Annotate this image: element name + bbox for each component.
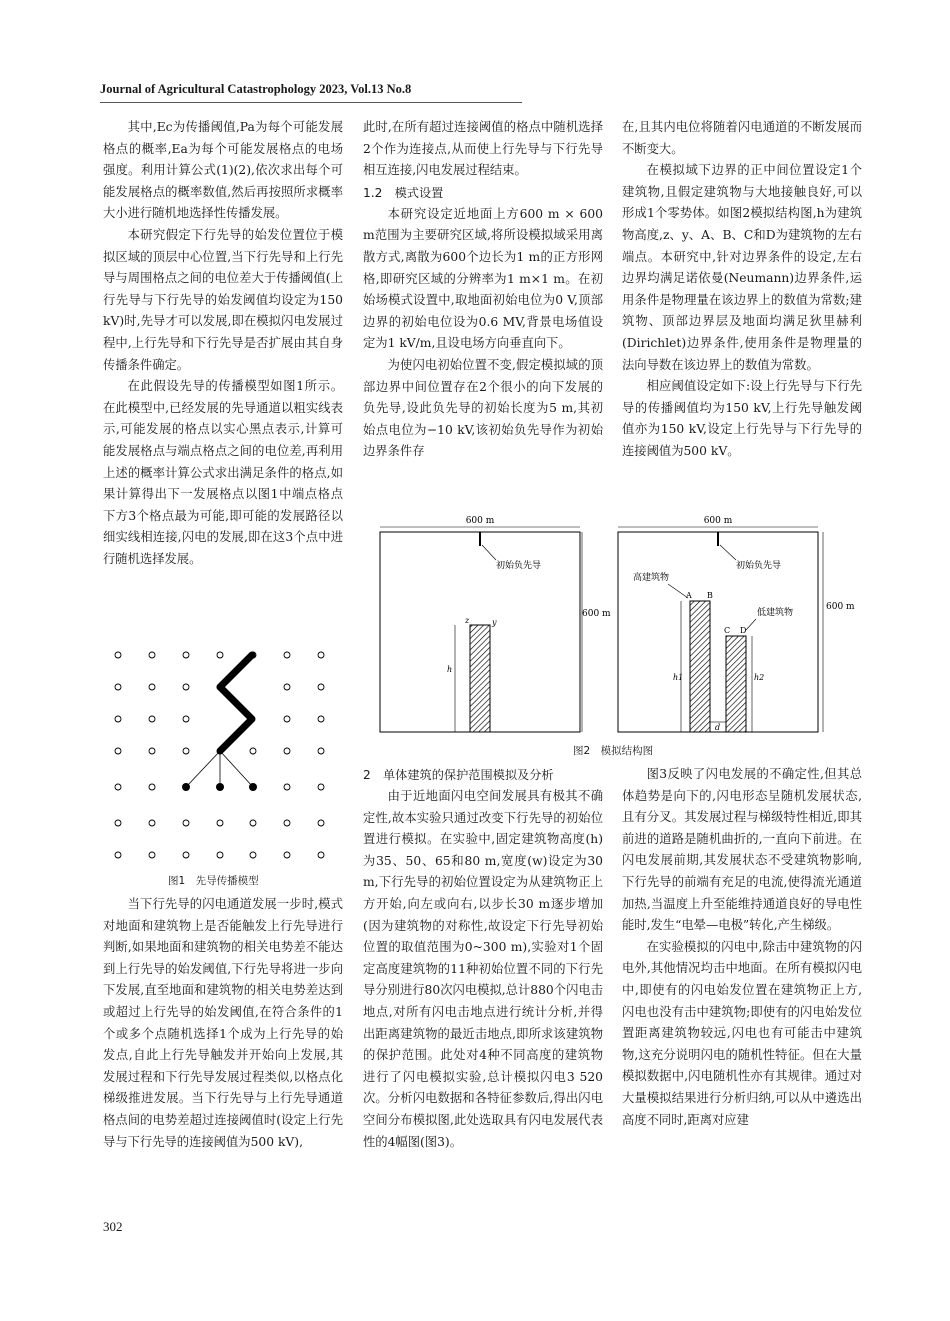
d-label: d [715,723,721,732]
lattice-point [250,820,256,826]
column-3 [622,117,862,463]
lattice-point [250,748,256,754]
fig2-right-panel [618,516,855,732]
h1-label: h1 [673,673,684,682]
c3-paragraph-4: 图3反映了闪电发展的不确定性,但其总体趋势是向下的,闪电形态呈随机发展状态,且有分叉。其发展过程与梯级特性相近,即其前进的道路是随机曲折的,一直向下前进。在闪电发展前期,其发展状态不受建筑物影响,下行先导的前端有充足的电流,使得流光通道加热,当温度上升至能维持通道良好的导电性能时,发生“电晕—电极”转化,产生梯级。 [622,767,862,933]
lattice-point [183,820,189,826]
c1-paragraph-1: 其中,Ec为传播阈值,Pa为每个可能发展格点的概率,Ea为每个可能发展格点的电场强度。利用计算公式(1)(2),依次求出每个可能发展格点的概率数值,然后再按照所求概率大小进行随机地选择性传播发展。 [103,120,343,221]
lattice-point [115,852,121,858]
point-A: A [686,591,692,600]
column-1 [103,117,343,570]
short-building-label: 低建筑物 [757,608,794,618]
c3-paragraph-5: 在实验模拟的闪电中,除击中建筑物的闪电外,其他情况均击中地面。在所有模拟闪电中,即使有的闪电始发位置在建筑物正上方,闪电也没有击中建筑物;即使有的闪电始发位置距离建筑物较远,闪电也有可能击中建筑物,这充分说明闪电的随机性特征。但在大量模拟数据中,闪电随机性亦有其规律。通过对大量模拟结果进行分析归纳,可以从中遴选出高度不同时,距离对应建 [622,939,862,1127]
c1-paragraph-3: 在此假设先导的传播模型如图1所示。在此模型中,已经发展的先导通道以粗实线表示,可能发展的格点以实心黑点表示,计算可能发展格点与端点格点之间的电位差,再利用上述的概率计算公式求出满足条件的格点,如果计算得出下一发展格点以图1中端点格点下方3个格点最为可能,即可能的发展路径以细实线相连接,闪电的发展,即在这3个点中进行随机选择发展。 [103,379,343,566]
c2-paragraph-1: 此时,在所有超过连接阈值的格点中随机选择2个作为连接点,从而使上行先导与下行先导相互连接,闪电发展过程结束。 [363,120,603,178]
leader-label: 初始负先导 [496,561,542,571]
leader-pointer [482,545,496,560]
lattice-point [115,820,121,826]
candidate-path-left [186,751,220,787]
lattice-point [318,652,324,658]
figure-1-caption: 图1 先导传播模型 [168,875,259,887]
lattice-point [183,684,189,690]
lattice-point [318,684,324,690]
leader-pointer [720,545,736,560]
column-3-lower [622,764,862,1131]
lattice-point [284,716,290,722]
lattice-point [250,852,256,858]
c2-paragraph-4: 由于近地面闪电空间发展具有极其不确定性,故本实验只通过改变下行先导的初始位置进行模拟。在实验中,固定建筑物高度(h)为35、50、65和80 m,宽度(w)设定为30 m,下行先导的初始位置设定为从建筑物正上方开始,向左或向右,以步长30 m逐步增加(因为建筑物的对称性,故设定下行先导初始位置的取值范围为0~300 m),实验对1个固定高度建筑物的11种初始位置不同的下行先导分别进行80次闪电模拟,总计880个闪电击地点,对所有闪电击地点进行统计分析,并得出距离建筑物的最近击地点,即所求该建筑物的保护范围。此处对4种不同高度的建筑物进行了闪电模拟实验,总计模拟闪电3 520次。分析闪电数据和各特征参数后,得出闪电空间分布模拟图,此处选取具有闪电发展代表性的4幅图(图3)。 [363,789,603,1149]
building [470,625,490,732]
column-2-lower [363,764,603,1153]
journal-header: Journal of Agricultural Catastrophology 2023, Vol.13 No.8 [100,82,412,96]
lattice-point [217,820,223,826]
lattice-point [183,716,189,722]
section-2-heading: 2 单体建筑的保护范围模拟及分析 [363,768,554,782]
width-label: 600 m [703,516,733,526]
h-label: h [447,665,453,674]
figure-2-caption: 图2 模拟结构图 [573,745,654,757]
lattice-point [318,748,324,754]
figure-1-leader-model [103,640,343,870]
tall-building [690,601,710,732]
lattice-point [318,852,324,858]
width-label: 600 m [465,516,495,526]
leader-label: 初始负先导 [736,561,782,571]
lattice-point [149,748,155,754]
lattice-point [115,652,121,658]
tall-building-label: 高建筑物 [633,573,670,583]
lattice-point [149,652,155,658]
lattice-point [284,852,290,858]
lattice-point [284,684,290,690]
column-2 [363,117,603,463]
lattice-point [217,852,223,858]
lattice-point [149,820,155,826]
lattice-point [284,784,290,790]
lattice-point [149,684,155,690]
c1-paragraph-2: 本研究假定下行先导的始发位置位于模拟区域的顶层中心位置,当下行先导和上行先导与周围格点之间的电位差大于传播阈值(上行先导与下行先导的始发阈值均设定为150 kV)时,先导才可以发展,即在模拟闪电发展过程中,上行先导和下行先导是否扩展由其自身传播条件确定。 [103,227,343,372]
leader-channel [182,655,257,791]
height-label: 600 m [826,602,855,612]
lattice-point [183,652,189,658]
lattice-point [115,684,121,690]
c3-paragraph-3: 相应阈值设定如下:设上行先导与下行先导的传播阈值均为150 kV,上行先导触发阈值亦为150 kV,设定上行先导与下行先导的连接阈值为500 kV。 [622,379,862,458]
candidate-point [182,783,190,791]
point-B: B [707,591,713,600]
c2-paragraph-2: 本研究设定近地面上方600 m × 600 m范围为主要研究区域,将所设模拟域采用离散方式,离散为600个边长为1 m的正方形网格,即研究区域的分辨率为1 m×1 m。在初始场模式设置中,取地面初始电位为0 V,顶部边界的初始电位设为0.6 MV,背景电场值设定为1 kV/m,且设电场方向垂直向下。 [363,206,603,351]
column-1-lower [103,894,343,1153]
candidate-point [216,783,224,791]
y-label: y [492,618,497,627]
lattice-point [115,716,121,722]
short-building [726,636,746,732]
c2-paragraph-3: 为使闪电初始位置不变,假定模拟域的顶部边界中间位置存在2个很小的向下发展的负先导,设此负先导的初始长度为5 m,其初始点电位为−10 kV,该初始负先导作为初始边界条件存 [363,357,603,459]
z-label: z [465,616,470,625]
header-rule [100,102,522,103]
developed-channel [220,655,252,751]
lattice-point [115,748,121,754]
c3-paragraph-1: 在,且其内电位将随着闪电通道的不断发展而不断变大。 [622,120,862,156]
short-building-pointer [746,619,756,630]
point-D: D [740,626,747,635]
lattice-point [149,852,155,858]
lattice-point [284,820,290,826]
lattice-point [217,652,223,658]
lattice-point [284,748,290,754]
c3-paragraph-2: 在模拟域下边界的正中间位置设定1个建筑物,且假定建筑物与大地接触良好,可以形成1个零势体。如图2模拟结构图,h为建筑物高度,z、y、A、B、C和D为建筑物的左右端点。本研究中,针对边界条件的设定,左右边界均满足诺依曼(Neumann)边界条件,运用条件是物理量在该边界上的数值为常数;建筑物、顶部边界层及地面均满足狄里赫利(Dirichlet)边界条件,使用条件是物理量的法向导数在该边界上的数值为常数。 [622,163,862,372]
lattice-point [149,784,155,790]
page-number: 302 [103,1219,123,1234]
lattice-point [115,784,121,790]
lattice-point [318,716,324,722]
simulation-domain [618,532,818,732]
lattice-point [183,748,189,754]
lattice-point [318,784,324,790]
h2-label: h2 [754,673,765,682]
lattice-point [318,820,324,826]
c1-paragraph-4: 当下行先导的闪电通道发展一步时,模式对地面和建筑物上是否能触发上行先导进行判断,如果地面和建筑物的相关电势差不能达到上行先导的始发阈值,下行先导将进一步向下发展,直至地面和建筑物的相关电势差达到或超过上行先导的始发阈值,在符合条件的1个或多个点随机选择1个成为上行先导的始发点,自此上行先导触发并开始向上发展,其发展过程和下行先导发展过程类似,以格点化梯级推进发展。当下行先导与上行先导通道格点间的电势差超过连接阈值时(设定上行先导与下行先导的连接阈值为500 kV), [103,897,343,1149]
section-1-2-heading: 1.2 模式设置 [363,185,444,200]
figure-2-simulation-structure [370,512,860,740]
tall-building-pointer [668,584,688,598]
candidate-path-right [220,751,253,787]
lattice-point [284,652,290,658]
fig2-left-panel [380,516,611,732]
lattice-point [149,716,155,722]
lattice-point [183,852,189,858]
point-C: C [724,626,731,635]
height-label: 600 m [582,609,611,619]
candidate-point [249,783,257,791]
